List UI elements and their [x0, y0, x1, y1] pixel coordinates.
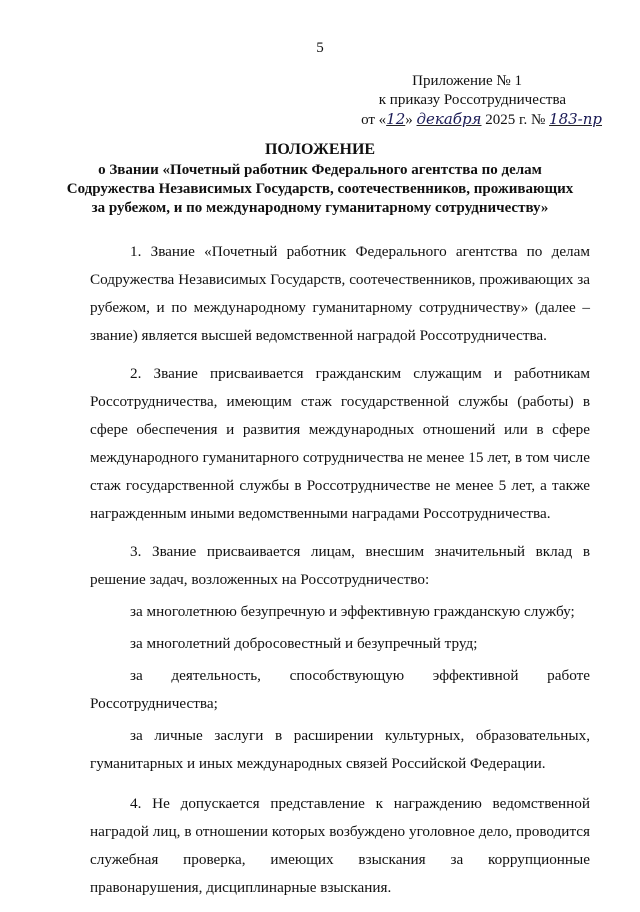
date-year: 2025 г. № — [481, 112, 550, 128]
document-title-block — [60, 140, 580, 218]
list-item-labor: за многолетний добросовестный и безупречный труд; — [130, 635, 478, 652]
handwritten-order-number: 183-пр — [549, 110, 602, 128]
list-item-activity: за деятельность, способствующую эффективной работе Россотрудничества; — [90, 667, 590, 712]
paragraph-3: 3. Звание присваивается лицам, внесшим значительный вклад в решение задач, возложенных на Россотрудничество: — [90, 543, 590, 588]
appendix-title: Приложение № 1 — [412, 73, 522, 89]
handwritten-month: декабря — [416, 110, 482, 128]
date-prefix: от « — [361, 112, 387, 128]
appendix-order-reference: к приказу Россотрудничества — [378, 92, 566, 108]
document-title: ПОЛОЖЕНИЕ — [264, 141, 376, 158]
page-number: 5 — [316, 40, 324, 56]
paragraph-4: 4. Не допускается представление к награждению ведомственной наградой лиц, в отношении которых возбуждено уголовное дело, проводится служебная проверка, имеющих взыскания за коррупционные правонарушения, дисциплинарные взыскания. — [90, 795, 590, 896]
handwritten-day: 12 — [386, 110, 406, 128]
document-body — [90, 238, 590, 912]
list-item-merits: за личные заслуги в расширении культурных, образовательных, гуманитарных и иных международных связей Российской Федерации. — [90, 727, 590, 772]
document-subtitle: о Звании «Почетный работник Федерального агентства по делам Содружества Независимых Государств, соотечественников, проживающих за рубежом, и по международному гуманитарному сотрудничеству» — [66, 162, 574, 216]
paragraph-1: 1. Звание «Почетный работник Федерального агентства по делам Содружества Независимых Государств, соотечественников, проживающих за рубежом, и по международному гуманитарному сотрудничеству» (далее – звание) является высшей ведомственной наградой Россотрудничества. — [90, 243, 590, 344]
appendix-date-line — [322, 110, 602, 130]
paragraph-2: 2. Звание присваивается гражданским служащим и работникам Россотрудничества, имеющим стаж государственной службы (работы) в сфере обеспечения и развития международных отношений или в сфере международного гуманитарного сотрудничества не менее 15 лет, в том числе стаж государственной службы в Россотрудничестве не менее 5 лет, а также награжденным иными ведомственными наградами Россотрудничества. — [90, 365, 590, 522]
list-item-service: за многолетнюю безупречную и эффективную гражданскую службу; — [130, 603, 575, 620]
appendix-header — [322, 72, 602, 130]
date-mid: » — [405, 112, 417, 128]
